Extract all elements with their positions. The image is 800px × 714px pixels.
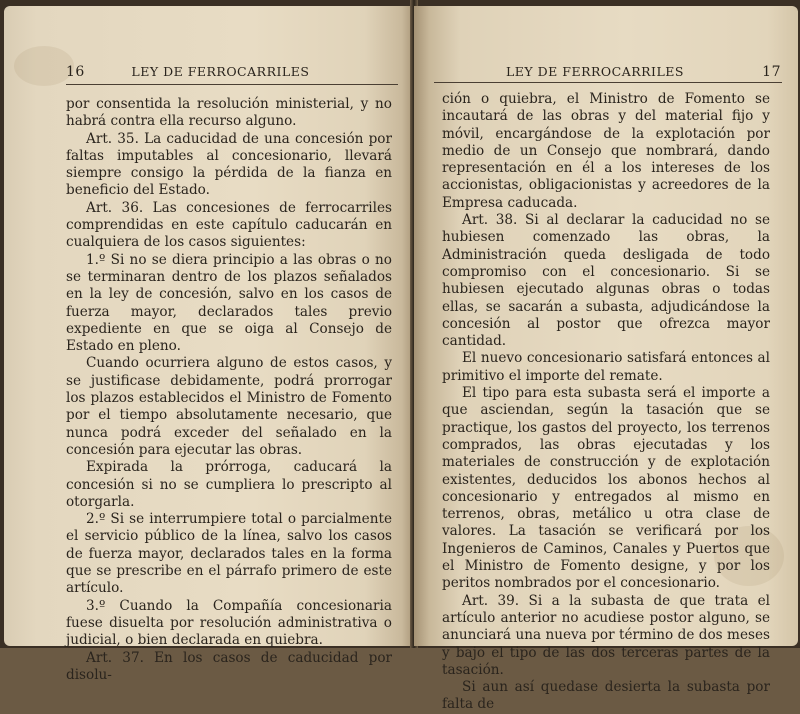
paragraph: 1.º Si no se diera principio a las obras o no se terminaran dentro de los plazos señalados en la ley de concesión, salvo en los casos de fuerza mayor, declarados tales previo expediente en que se oiga al Consejo de Estado en pleno.: [66, 251, 392, 355]
running-head: LEY DE FERROCARRILES: [131, 64, 310, 79]
paper-stain: [14, 46, 74, 86]
paragraph: ción o quiebra, el Ministro de Fomento se incautará de las obras y del material fijo y móvil, encargándose de la explotación por medio de un Consejo que nombrará, dando representación en él a los intereses de los accionistas, obligacionistas y acreedores de la Empresa caducada.: [442, 91, 770, 211]
paragraph: Art. 37. En los casos de caducidad por disolu-: [66, 649, 392, 683]
header-rule: [66, 84, 398, 85]
paragraph: Art. 36. Las concesiones de ferrocarriles comprendidas en este capítulo caducarán en cualquiera de los casos siguientes:: [66, 199, 392, 251]
left-page-header: [66, 64, 396, 80]
paragraph: El nuevo concesionario satisfará entonces al primitivo el importe del remate.: [442, 350, 770, 384]
paragraph: El tipo para esta subasta será el importe a que asciendan, según la tasación que se practique, los gastos del proyecto, los terrenos comprados, las obras ejecutadas y los materiales de construcción y de explotación existentes, deducidos los abonos hechos al concesionario y entregados al mismo en terrenos, obras, metálico u otra clase de valores. La tasación se verificará por los Ingenieros de Caminos, Canales y Puertos que el Ministro de Fomento designe, y por los peritos nombrados por el concesionario.: [442, 385, 770, 592]
left-page: [4, 6, 414, 683]
right-page-body: [442, 91, 770, 714]
running-head: LEY DE FERROCARRILES: [506, 64, 684, 79]
paragraph: Art. 39. Si a la subasta de que trata el artículo anterior no acudiese postor alguno, se anunciará una nueva por término de dos meses y bajo el tipo de las dos terceras partes de la tasación.: [442, 592, 770, 678]
paragraph: 2.º Si se interrumpiere total o parcialmente el servicio público de la línea, salvo los casos de fuerza mayor, declarados tales en la forma que se prescribe en el párrafo primero de este artículo.: [66, 511, 392, 597]
header-rule: [434, 82, 782, 83]
paragraph: 3.º Cuando la Compañía concesionaria fuese disuelta por resolución administrativa o judicial, o bien declarada en quiebra.: [66, 597, 392, 649]
page-number: 17: [762, 64, 781, 80]
paragraph: por consentida la resolución ministerial, y no habrá contra ella recurso alguno.: [66, 96, 392, 130]
page-number: 16: [66, 64, 85, 80]
right-page: [414, 6, 798, 713]
left-page-body: [66, 96, 392, 684]
paragraph: Art. 38. Si al declarar la caducidad no se hubiesen comenzado las obras, la Administración queda desligada de todo compromiso con el concesionario. Si se hubiesen ejecutado algunas obras o todas ellas, se sacarán a subasta, adjudicándose la concesión al postor que ofrezca mayor cantidad.: [442, 212, 770, 350]
paragraph: Expirada la prórroga, caducará la concesión si no se cumpliera lo prescripto al otorgarla.: [66, 459, 392, 510]
paragraph: Cuando ocurriera alguno de estos casos, y se justificase debidamente, podrá prorrogar los plazos establecidos el Ministro de Fomento por el tiempo absolutamente necesario, que nunca podrá exceder del señalado en la concesión para ejecutar las obras.: [66, 355, 392, 458]
paragraph: Art. 35. La caducidad de una concesión por faltas imputables al concesionario, llevará siempre consigo la pérdida de la fianza en beneficio del Estado.: [66, 130, 392, 199]
right-page-header: [506, 64, 781, 80]
paragraph: Si aun así quedase desierta la subasta por falta de: [442, 679, 770, 713]
